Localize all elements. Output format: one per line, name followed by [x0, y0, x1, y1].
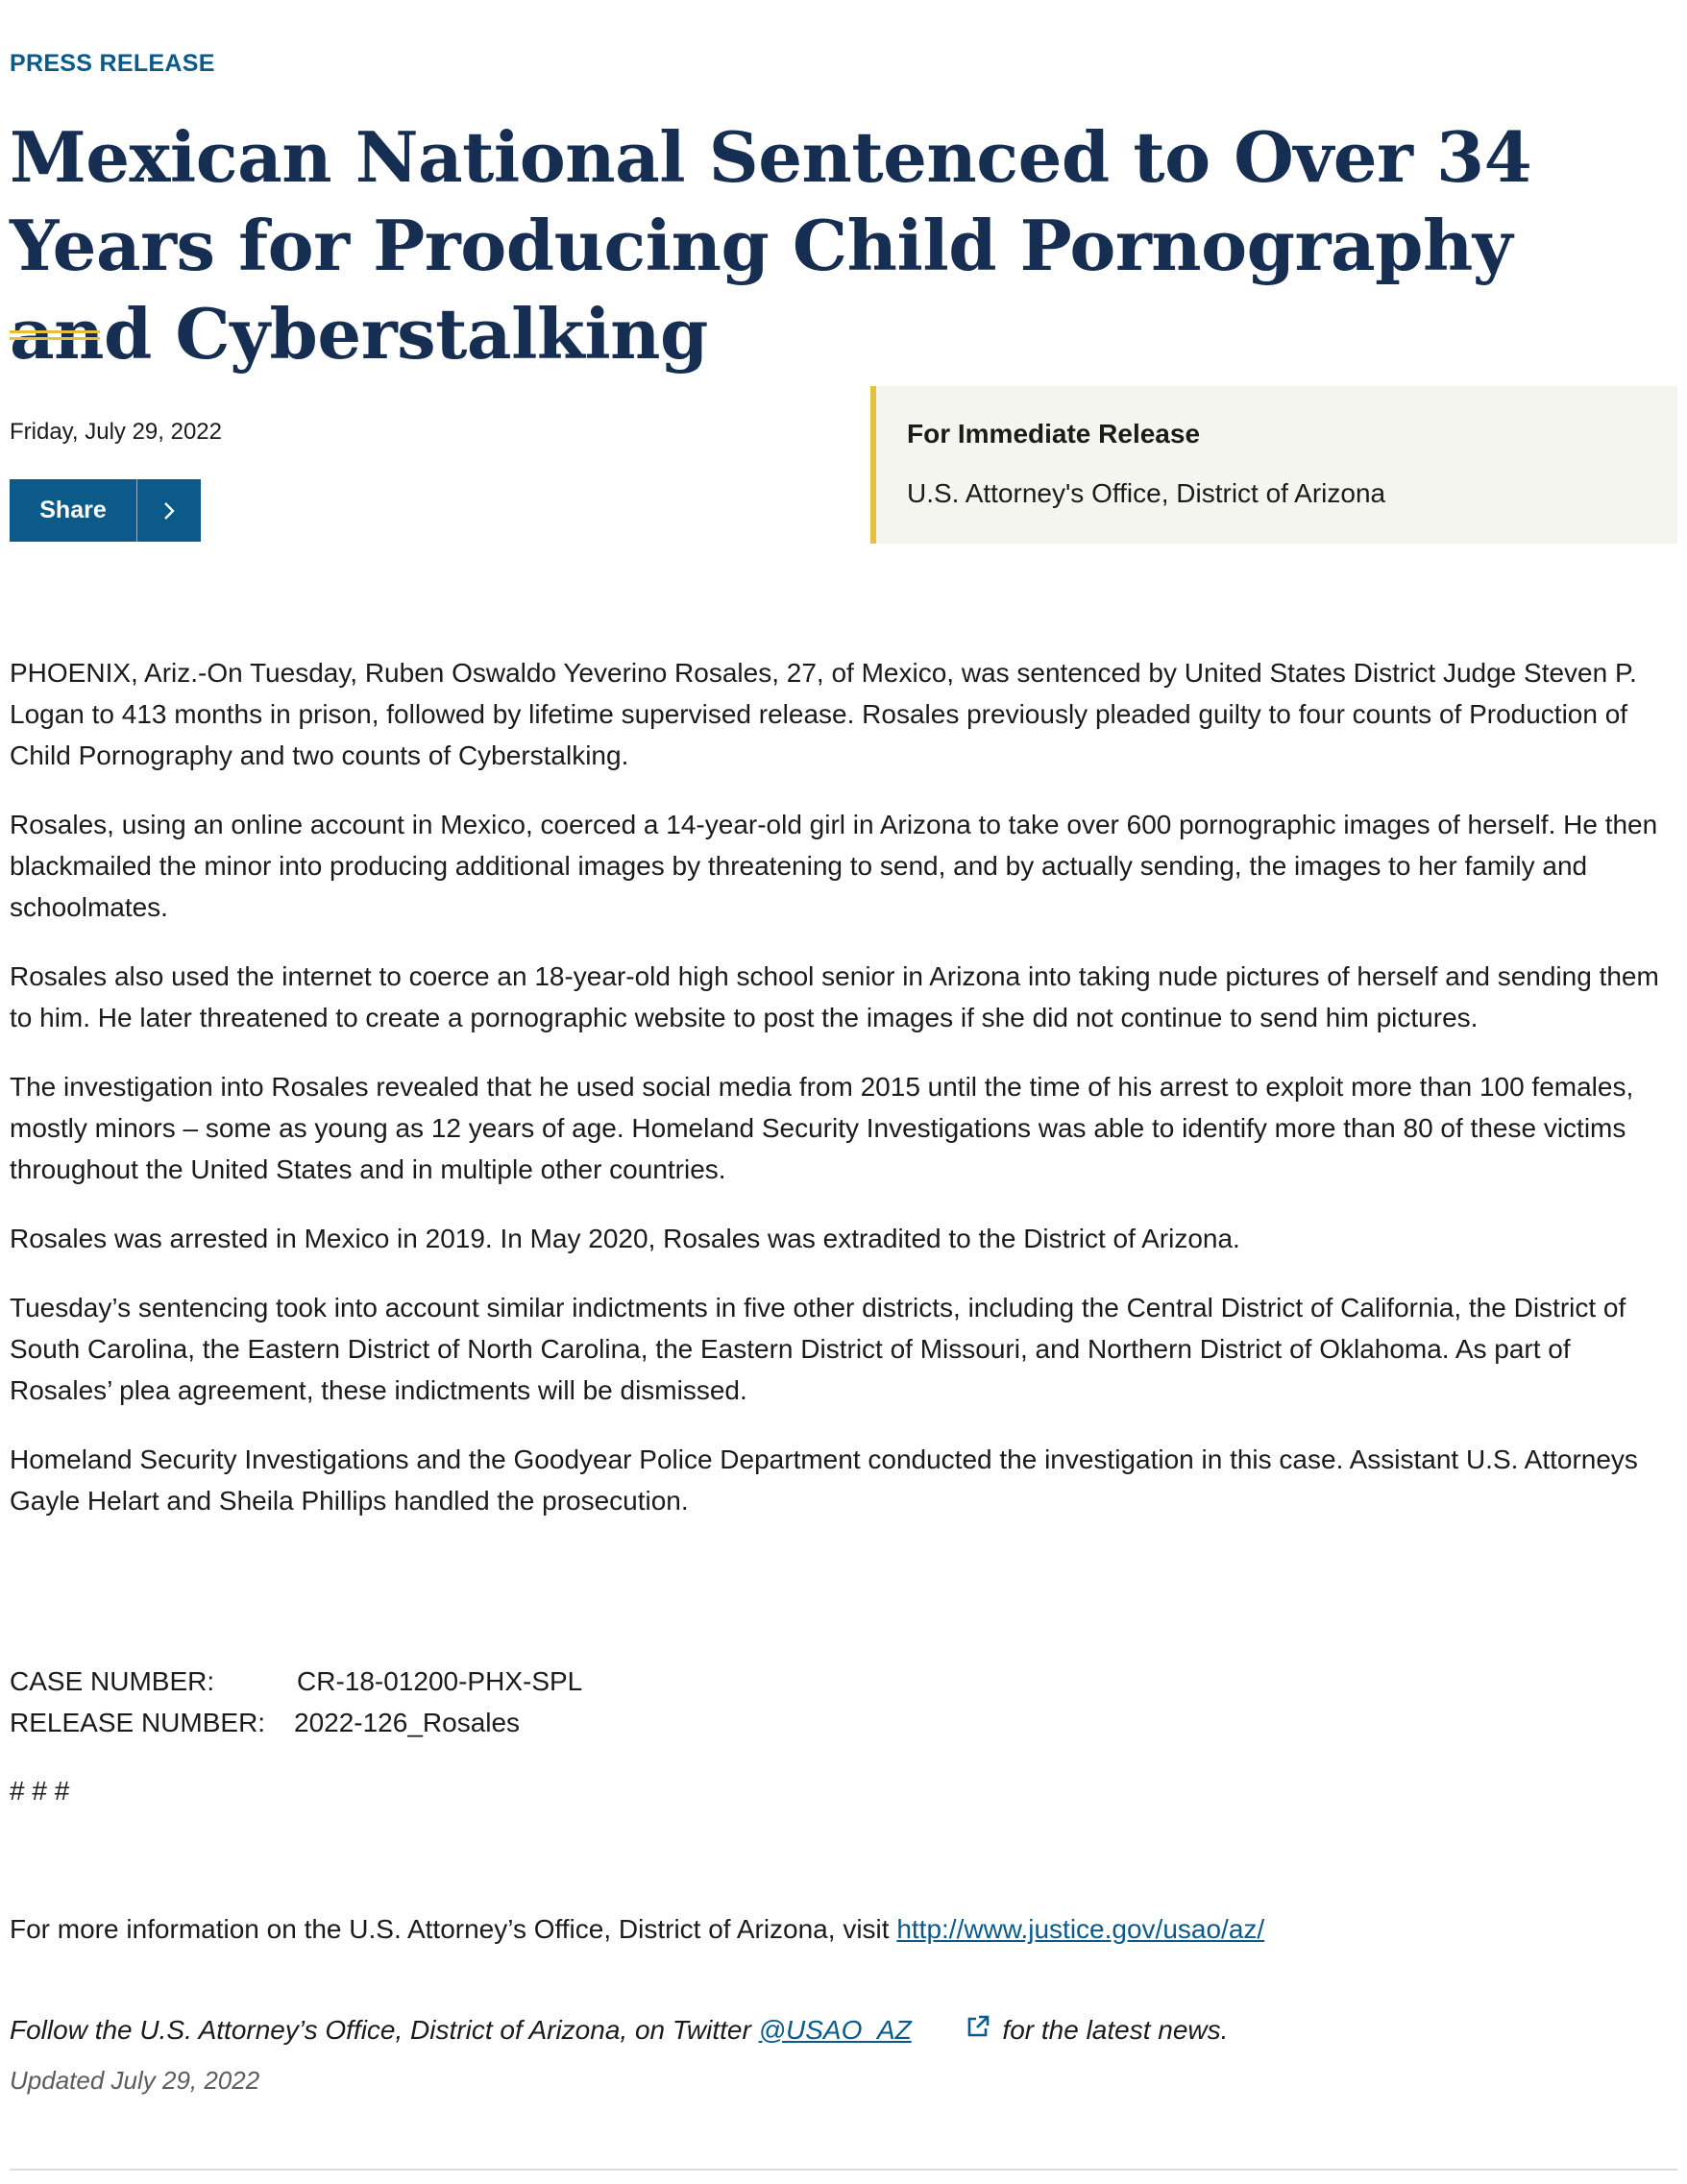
- release-office: U.S. Attorney's Office, District of Arizona: [907, 478, 1386, 508]
- paragraph-4: The investigation into Rosales revealed that he used social media from 2015 until the time of his arrest to exploit more than 100 females, mostly minors – some as young as 12 years of age. Homeland Security Investigations was able to identify more than 80 of these victims throughout the United States and in multiple other countries.: [10, 1072, 1634, 1184]
- case-number-label: CASE NUMBER:: [10, 1666, 215, 1696]
- article-body: [10, 652, 1677, 1549]
- paragraph-3: Rosales also used the internet to coerce an 18-year-old high school senior in Arizona into taking nude pictures of herself and sending them to him. He later threatened to create a pornographic website to post the images if she did not continue to send him pictures.: [10, 961, 1659, 1032]
- paragraph-6: Tuesday’s sentencing took into account similar indictments in five other districts, including the Central District of California, the District of South Carolina, the Eastern District of North Carolina, the Eastern District of Missouri, and Northern District of Oklahoma. As part of Rosales’ plea agreement, these indictments will be dismissed.: [10, 1293, 1626, 1405]
- updated-date: Updated July 29, 2022: [10, 2066, 260, 2095]
- paragraph-7: Homeland Security Investigations and the Goodyear Police Department conducted the investigation in this case. Assistant U.S. Attorneys Gayle Helart and Sheila Phillips handled the prosecution.: [10, 1444, 1638, 1516]
- bottom-divider: [10, 2169, 1677, 2171]
- follow-text-before: Follow the U.S. Attorney’s Office, District of Arizona, on Twitter: [10, 2014, 759, 2045]
- case-number-row: [10, 1661, 582, 1702]
- twitter-follow-line: [10, 1983, 1228, 2076]
- release-type-heading: For Immediate Release: [907, 419, 1201, 449]
- release-info-box: [870, 386, 1677, 544]
- page-title: Mexican National Sentenced to Over 34 Years for Producing Child Pornography and Cyberstalking: [10, 116, 1532, 375]
- usao-az-website-link[interactable]: http://www.justice.gov/usao/az/: [896, 1914, 1265, 1944]
- release-number-value: 2022-126_Rosales: [294, 1708, 521, 1737]
- case-number-value: CR-18-01200-PHX-SPL: [297, 1666, 583, 1696]
- paragraph-2: Rosales, using an online account in Mexico, coerced a 14-year-old girl in Arizona to take over 600 pornographic images of herself. He then blackmailed the minor into producing additional images by threatening to send, and by actually sending, the images to her family and schoolmates.: [10, 810, 1658, 922]
- release-number-row: [10, 1702, 582, 1743]
- chevron-right-icon: [137, 500, 201, 522]
- title-divider: [10, 330, 100, 340]
- more-info-text: For more information on the U.S. Attorney’s Office, District of Arizona, visit: [10, 1914, 897, 1944]
- external-link-icon[interactable]: [921, 1983, 991, 2076]
- end-mark: # # #: [10, 1776, 70, 1806]
- paragraph-1: PHOENIX, Ariz.-On Tuesday, Ruben Oswaldo Yeverino Rosales, 27, of Mexico, was sentenced by United States District Judge Steven P. Logan to 413 months in prison, followed by lifetime supervised release. Rosales previously pleaded guilty to four counts of Production of Child Pornography and two counts of Cyberstalking.: [10, 658, 1637, 770]
- twitter-handle-link[interactable]: @USAO_AZ: [758, 2014, 912, 2045]
- case-info: [10, 1661, 582, 1743]
- paragraph-5: Rosales was arrested in Mexico in 2019. In May 2020, Rosales was extradited to the District of Arizona.: [10, 1224, 1240, 1253]
- share-button-label: Share: [39, 497, 107, 523]
- share-button[interactable]: [10, 479, 201, 542]
- release-number-label: RELEASE NUMBER:: [10, 1708, 266, 1737]
- release-date: Friday, July 29, 2022: [10, 419, 223, 445]
- press-release-label: PRESS RELEASE: [10, 50, 215, 77]
- more-info-line: [10, 1914, 1264, 1945]
- follow-text-after: for the latest news.: [1002, 2014, 1229, 2045]
